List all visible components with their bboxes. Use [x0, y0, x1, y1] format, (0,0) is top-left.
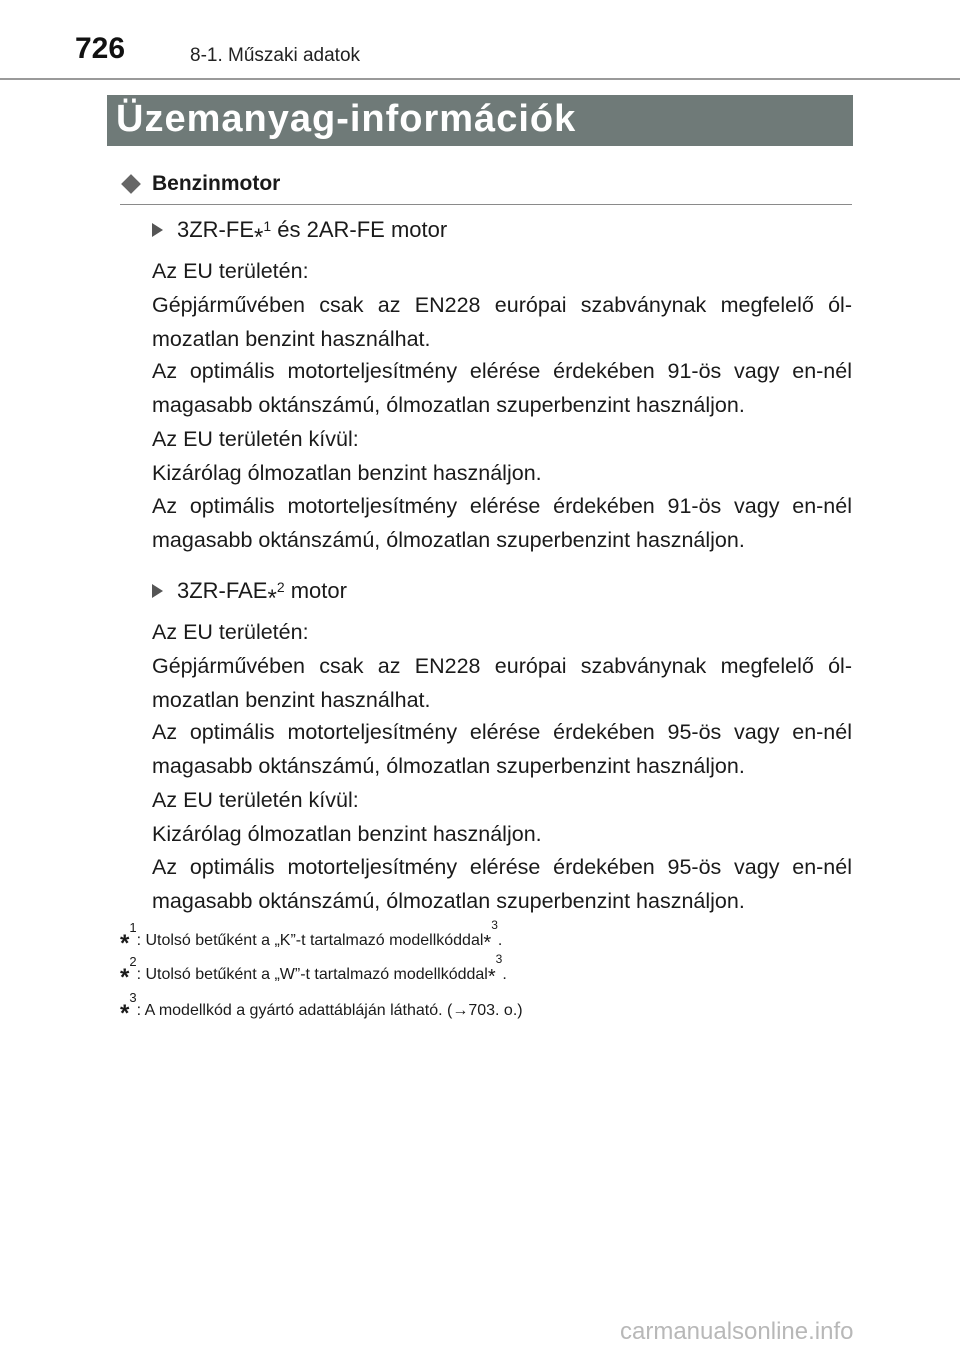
footnote-mark	[120, 990, 137, 1027]
engine2-label: 3ZR-FAE	[177, 578, 268, 603]
engine1-paragraph-4	[152, 489, 852, 557]
footnote-text: : A modellkód a gyártó adattábláján látható. (	[136, 1002, 453, 1019]
arrow-right-icon: →	[452, 1002, 469, 1019]
engine2-p1-line2: Gépjárművében csak az EN228 európai szabványnak megfelelő ól-mozatlan benzint használhat.	[152, 654, 852, 712]
engine1-paragraph-1	[152, 254, 852, 356]
triangle-bullet-icon	[152, 223, 163, 237]
engine1-p1-line2: Gépjárművében csak az EN228 európai szabványnak megfelelő ól-mozatlan benzint használhat.	[152, 293, 852, 351]
engine1-paragraph-3	[152, 422, 852, 490]
footnote-text: : Utolsó betűként a „K”-t tartalmazó modellkóddal	[136, 932, 484, 949]
footnote-2	[120, 952, 860, 991]
section-heading	[120, 172, 852, 205]
footnote-ref: *$^3$	[483, 918, 498, 954]
footnote-number: 3	[129, 990, 137, 1005]
engine2-label-rest: motor	[284, 578, 347, 603]
engine2-p3-line2: Kizárólag ólmozatlan benzint használjon.	[152, 822, 542, 846]
engine1-p3-line2: Kizárólag ólmozatlan benzint használjon.	[152, 461, 542, 485]
footnote-mark	[120, 954, 137, 991]
footnote-number: 2	[129, 954, 137, 969]
engine2-p4: Az optimális motorteljesítmény elérése érdekében 95-ös vagy en-nél magasabb oktánszámú, ólmozatlan szuperbenzint használjon.	[152, 855, 852, 913]
engine2-paragraph-1	[152, 615, 852, 717]
engine2-paragraph-2	[152, 715, 852, 783]
engine2-p1-line1: Az EU területén:	[152, 620, 309, 644]
footnote-number: 1	[129, 920, 137, 935]
page-number: 726	[75, 32, 126, 65]
engine1-label-rest: és 2AR-FE motor	[271, 217, 448, 242]
footnote-number: 1	[263, 218, 272, 234]
engine1-p3-line1: Az EU területén kívül:	[152, 427, 359, 451]
footnote-3	[120, 990, 860, 1027]
engine2-p3-line1: Az EU területén kívül:	[152, 788, 359, 812]
watermark: carmanualsonline.info	[620, 1318, 854, 1345]
engine1-paragraph-2	[152, 354, 852, 422]
footnote-mark	[120, 920, 137, 957]
footnote-1	[120, 918, 860, 957]
engine2-paragraph-4	[152, 850, 852, 918]
header-divider	[0, 78, 960, 80]
asterisk: *	[120, 1000, 130, 1027]
title-banner	[107, 95, 853, 146]
footnote-text: : Utolsó betűként a „W”-t tartalmazó modellkóddal	[136, 966, 488, 983]
chapter-title: 8-1. Műszaki adatok	[190, 45, 361, 66]
footnote-mark: *	[267, 585, 277, 612]
diamond-bullet-icon	[121, 174, 141, 194]
section-heading-text: Benzinmotor	[152, 172, 281, 195]
engine1-label: 3ZR-FE	[177, 217, 254, 242]
footnote-ref-number: 3	[495, 952, 503, 967]
footnote-end: .	[497, 932, 503, 949]
footnote-ref: *$^3$	[487, 952, 503, 988]
footnote-mark: *	[254, 224, 264, 251]
engine1-p2: Az optimális motorteljesítmény elérése érdekében 91-ös vagy en-nél magasabb oktánszámú, ólmozatlan szuperbenzint használjon.	[152, 359, 852, 417]
engine2-p2: Az optimális motorteljesítmény elérése érdekében 95-ös vagy en-nél magasabb oktánszámú, ólmozatlan szuperbenzint használjon.	[152, 720, 852, 778]
engine1-p4: Az optimális motorteljesítmény elérése érdekében 91-ös vagy en-nél magasabb oktánszámú, ólmozatlan szuperbenzint használjon.	[152, 494, 852, 552]
subheading-engine2	[152, 577, 347, 612]
triangle-bullet-icon	[152, 584, 163, 598]
footnote-number: 2	[276, 579, 285, 595]
engine1-p1-line1: Az EU területén:	[152, 259, 309, 283]
subheading-engine1	[152, 216, 448, 251]
engine2-paragraph-3	[152, 783, 852, 851]
asterisk: *	[120, 964, 130, 991]
section-benzinmotor	[120, 172, 852, 205]
page-reference: 703. o.)	[468, 1002, 523, 1019]
page-title: Üzemanyag-információk	[116, 98, 577, 140]
asterisk: *	[120, 930, 130, 957]
footnote-end: .	[502, 966, 507, 983]
footnote-ref-number: 3	[491, 918, 498, 933]
